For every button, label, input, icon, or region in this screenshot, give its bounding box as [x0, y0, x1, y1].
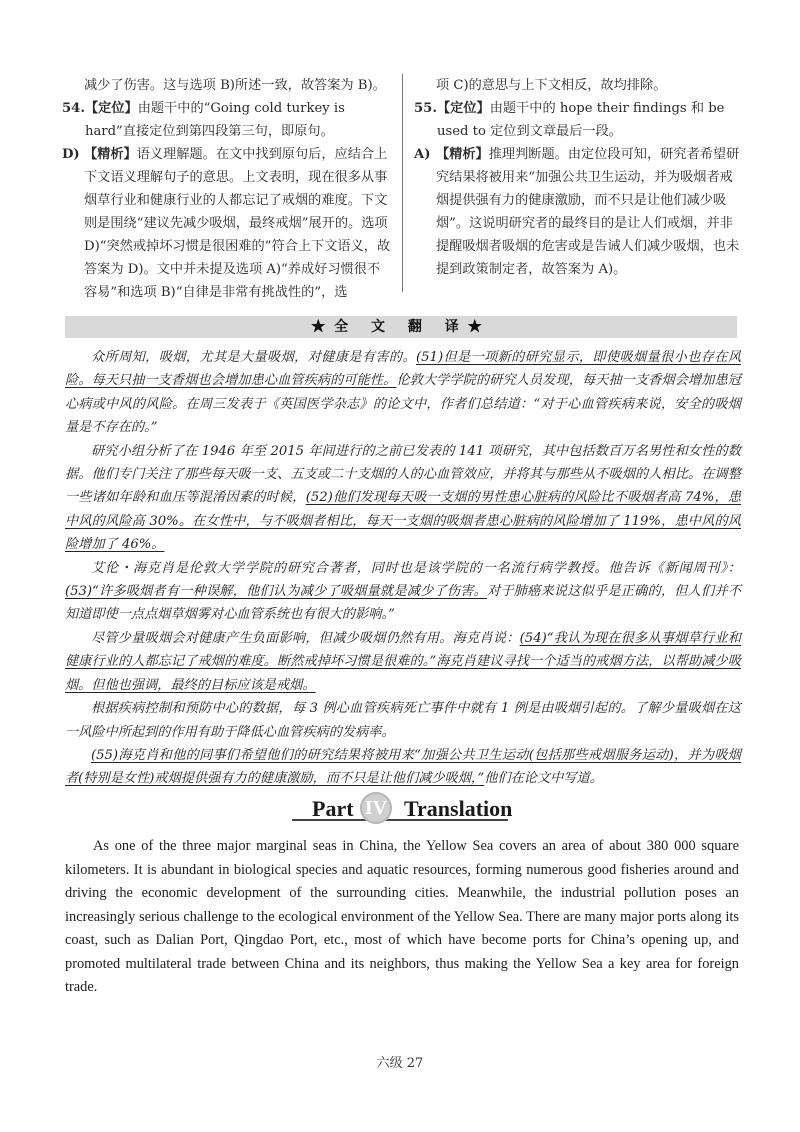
translation-paragraph: 根据疾病控制和预防中心的数据，每 3 例心血管疾病死亡事件中就有 1 例是由吸烟引起的。了解少量吸烟在这一风险中所起到的作用有助于降低心血管疾病的发病率。	[65, 701, 741, 740]
underlined-answer-53: (53)“许多吸烟者有一种误解，他们认为减少了吸烟量就是减少了伤害。	[65, 584, 487, 600]
translation-answer-essay	[65, 835, 739, 1000]
chinese-translation	[65, 346, 741, 791]
part-header	[0, 788, 800, 828]
translation-paragraph: 研究小组分析了在 1946 年至 2015 年间进行的之前已发表的 141 项研究，其中包括数百万名男性和女性的数据。他们专门关注了那些每天吸一支、五支或二十支烟的人的心血管效应，并将其与那些从不吸烟的人相比。在调整一些诸如年龄和血压等混淆因素的时候，(52)他们发现每天吸一支烟的男性患心脏病的风险比不吸烟者高 74%，患中风的风险高 30%。在女性中，与不吸烟者相比，每天一支烟的吸烟者患心脏病的风险增加了 119%，患中风的风险增加了 46%。	[65, 443, 742, 553]
essay-paragraph: As one of the three major marginal seas in China, the Yellow Sea covers an area of about 380 000 square kilometers. It is abundant in biological species and aquatic resources, forming numerous good fisheries around and driving the economic development of the surrounding cities. Meanwhile, the industrial pollution poses an increasingly serious challenge to the ecological environment of the Yellow Sea. There are many major ports along its coast, such as Dalian Port, Qingdao Port, etc., most of which have become ports for China’s opening up, and promoted multilateral trade between China and its neighbors, thus making the Yellow Sea a key area for foreign trade.	[65, 838, 739, 995]
answer-letter: D)	[62, 147, 80, 162]
part-title: Translation	[404, 796, 513, 821]
answer-analysis-columns	[62, 74, 742, 300]
locate-text: 由题干中的 hope their findings 和 be used to 定位到文章最后一段。	[436, 101, 725, 139]
column-divider	[402, 74, 403, 292]
question-54-analysis	[62, 143, 392, 304]
underlined-answer-52: (52)他们发现每天吸一支烟的男性患心脏病的风险比不吸烟者高 74%，患中风的风险高 30%。在女性中，与不吸烟者相比，每天一支烟的吸烟者患心脏病的风险增加了 119%，患中风的风险增加了 46%。	[65, 490, 742, 553]
right-column	[414, 74, 746, 281]
translation-paragraph: 众所周知，吸烟，尤其是大量吸烟，对健康是有害的。(51)但是一项新的研究显示，即使吸烟量很小也存在风险。每天只抽一支香烟也会增加患心血管疾病的可能性。伦敦大学学院的研究人员发现，每天抽一支香烟会增加患冠心病或中风的风险。在周三发表于《英国医学杂志》的论文中，作者们总结道：“对于心血管疾病来说，安全的吸烟量是不存在的。”	[65, 350, 742, 436]
locate-tag: 【定位】	[84, 101, 138, 116]
locate-text: 由题干中的“Going cold turkey is hard”直接定位到第四段第三句，即原句。	[84, 101, 345, 139]
analysis-text: 语义理解题。在文中找到原句后，应结合上下文语义理解句子的意思。上文表明，现在很多从事烟草行业和健康行业的人都忘记了戒烟的难度。下文则是围绕“建议先减少吸烟，最终戒烟”展开的。选项 D)“突然戒掉坏习惯是很困难的”符合上下文语义，故答案为 D)。文中并未提及选项 A)“养成好习惯很不容易”和选项 B)“自律是非常有挑战性的”，选	[84, 147, 391, 300]
question-55-analysis	[414, 143, 746, 281]
underlined-answer-55: (55)海克肖和他的同事们希望他们的研究结果将被用来“加强公共卫生运动(包括那些戒烟服务运动)，并为吸烟者(特别是女性)戒烟提供强有力的健康激励，而不只是让他们减少吸烟，”	[65, 747, 741, 787]
translation-paragraph: (55)海克肖和他的同事们希望他们的研究结果将被用来“加强公共卫生运动(包括那些戒烟服务运动)，并为吸烟者(特别是女性)戒烟提供强有力的健康激励，而不只是让他们减少吸烟，”他们在论文中写道。	[65, 747, 741, 787]
question-54-locate	[62, 97, 392, 143]
full-translation-banner: ★全 文 翻 译★	[65, 316, 737, 338]
left-column	[62, 74, 392, 304]
analysis-tag: 【精析】	[84, 147, 137, 162]
answer-letter: A)	[414, 147, 431, 162]
question-55-locate	[414, 97, 746, 143]
left-continuation-text: 减少了伤害。这与选项 B)所述一致，故答案为 B)。	[84, 78, 386, 93]
part-label: Part	[312, 796, 354, 821]
translation-paragraph: 尽管少量吸烟会对健康产生负面影响，但减少吸烟仍然有用。海克肖说：(54)“我认为现在很多从事烟草行业和健康行业的人都忘记了戒烟的难度。断然戒掉坏习惯是很难的。”海克肖建议寻找一个适当的戒烟方法，以帮助减少吸烟。但他也强调，最终的目标应该是戒烟。	[65, 630, 742, 693]
underlined-answer-54: (54)“我认为现在很多从事烟草行业和健康行业的人都忘记了戒烟的难度。断然戒掉坏习惯是很难的。”海克肖建议寻找一个适当的戒烟方法，以帮助减少吸烟。但他也强调，最终的目标应该是戒烟。	[65, 630, 742, 693]
translation-paragraph: 艾伦・海克肖是伦敦大学学院的研究合著者，同时也是该学院的一名流行病学教授。他告诉《新闻周刊》：(53)“许多吸烟者有一种误解，他们认为减少了吸烟量就是减少了伤害。对于肺癌来说这似乎是正确的，但人们并不知道即使一点点烟草烟雾对心血管系统也有很大的影响。”	[65, 560, 742, 623]
analysis-text: 推理判断题。由定位段可知，研究者希望研究结果将被用来“加强公共卫生运动，并为吸烟者戒烟提供强有力的健康激励，而不只是让他们减少吸烟”。这说明研究者的最终目的是让人们戒烟，并非提醒吸烟者吸烟的危害或是告诫人们减少吸烟，也未提到政策制定者，故答案为 A)。	[436, 147, 740, 277]
locate-tag: 【定位】	[436, 101, 490, 116]
question-number: 55.	[414, 101, 437, 116]
question-number: 54.	[62, 101, 85, 116]
page-number: 六级 27	[376, 1056, 424, 1071]
analysis-tag: 【精析】	[436, 147, 489, 162]
underlined-answer-51: (51)但是一项新的研究显示，即使吸烟量很小也存在风险。每天只抽一支香烟也会增加患心血管疾病的可能性。	[65, 350, 742, 389]
right-continuation-text: 项 C)的意思与上下文相反，故均排除。	[436, 78, 667, 93]
part-numeral-badge: IV	[360, 792, 392, 824]
